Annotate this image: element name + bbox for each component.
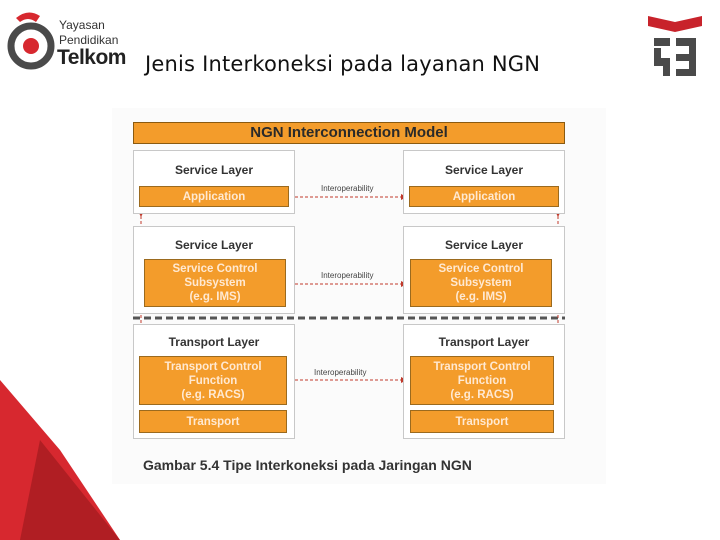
slide-title: Jenis Interkoneksi pada layanan NGN bbox=[145, 52, 541, 76]
left-transport-control-box: Transport Control Function (e.g. RACS) bbox=[139, 356, 287, 405]
figure-caption: Gambar 5.4 Tipe Interkoneksi pada Jaringan NGN bbox=[143, 457, 472, 473]
right-transport-layer-label: Transport Layer bbox=[438, 335, 530, 349]
interop-label-1: Interoperability bbox=[321, 184, 374, 193]
diagram-title: NGN Interconnection Model bbox=[133, 122, 565, 144]
left-transport-box: Transport bbox=[139, 410, 287, 433]
logo-text-line2: Pendidikan bbox=[59, 33, 119, 47]
right-application-box: Application bbox=[409, 186, 559, 207]
left-service-control-box: Service Control Subsystem (e.g. IMS) bbox=[144, 259, 286, 307]
left-application-box: Application bbox=[139, 186, 289, 207]
interop-label-2: Interoperability bbox=[321, 271, 374, 280]
left-service-layer-label-2: Service Layer bbox=[174, 238, 254, 252]
right-service-control-box: Service Control Subsystem (e.g. IMS) bbox=[410, 259, 552, 307]
interop-label-3: Interoperability bbox=[314, 368, 367, 377]
right-transport-control-box: Transport Control Function (e.g. RACS) bbox=[410, 356, 554, 405]
logo-text-line1: Yayasan bbox=[59, 18, 105, 32]
left-transport-layer-label: Transport Layer bbox=[168, 335, 260, 349]
right-transport-box: Transport bbox=[410, 410, 554, 433]
right-service-layer-label-2: Service Layer bbox=[444, 238, 524, 252]
left-service-layer-label-1: Service Layer bbox=[174, 163, 254, 177]
right-service-layer-label-1: Service Layer bbox=[444, 163, 524, 177]
logo-text-line3: Telkom bbox=[57, 46, 126, 69]
